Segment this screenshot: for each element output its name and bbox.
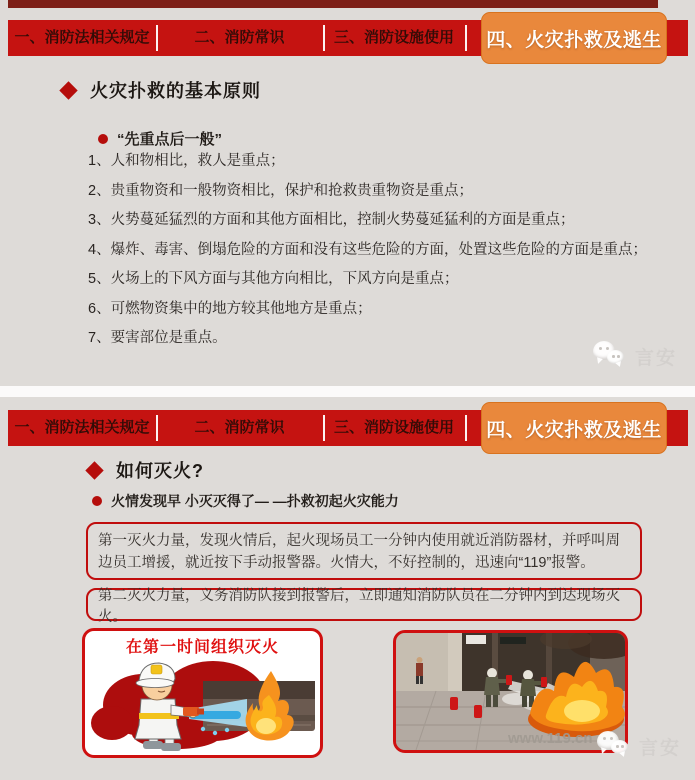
list-item: 6、可燃物资集中的地方较其他地方是重点； (88, 300, 372, 317)
list-item: 5、火场上的下风方面与其他方向相比，下风方向是重点； (88, 271, 459, 287)
tab-item-1[interactable]: 一、消防法相关规定 (14, 29, 150, 46)
section-title-row (88, 457, 204, 483)
tab-divider (465, 25, 467, 51)
diamond-bullet-icon (85, 461, 103, 479)
subtitle: 火情发现早 小灭灭得了— —扑救初起火灾能力 (111, 493, 399, 509)
principles-list (88, 147, 668, 354)
list-item: 1、人和物相比，救人是重点； (88, 153, 285, 169)
tab-item-4-active[interactable]: 四、火灾扑救及逃生 (481, 402, 667, 454)
subtitle-row (98, 128, 222, 149)
circle-bullet-icon (98, 134, 108, 144)
slide-2 (0, 397, 695, 780)
fire-drill-illustration (396, 633, 625, 750)
section-title: 火灾扑救的基本原则 (90, 81, 261, 101)
subtitle-row (92, 491, 399, 511)
circle-bullet-icon (92, 496, 102, 506)
photo-watermark: www.119.cn (508, 730, 593, 747)
wechat-icon (597, 731, 633, 761)
tab-divider (465, 415, 467, 441)
second-force-box: 第二灭火力量，义务消防队接到报警后，立即通知消防队员在二分钟内到达现场灭火。 (86, 588, 642, 621)
diamond-bullet-icon (59, 81, 77, 99)
wechat-watermark (597, 731, 681, 761)
section-title-row (62, 77, 261, 103)
fireman-illustration (85, 653, 320, 755)
list-item: 4、爆炸、毒害、倒塌危险的方面和没有这些危险的方面，处置这些危险的方面是重点； (88, 241, 648, 258)
watermark-text: 言安 (635, 347, 678, 369)
tab-item-4-active[interactable]: 四、火灾扑救及逃生 (481, 12, 667, 64)
cartoon-caption: 在第一时间组织灭火 (125, 639, 279, 656)
first-force-box: 第一灭火力量，发现火情后，起火现场员工一分钟内使用就近消防器材，并呼叫周边员工增援，就近按下手动报警器。火情大，不好控制的，迅速向“119”报警。 (86, 522, 642, 580)
wechat-watermark (593, 341, 677, 371)
watermark-text: 言安 (639, 737, 682, 759)
fireman-cartoon (82, 628, 323, 758)
wechat-icon (593, 341, 629, 371)
fire-drill-photo (393, 630, 628, 753)
list-item: 3、火势蔓延猛烈的方面和其他方面相比，控制火势蔓延猛利的方面是重点； (88, 212, 575, 228)
tab-item-1[interactable]: 一、消防法相关规定 (14, 419, 150, 436)
top-strip (8, 0, 658, 8)
section-title: 如何灭火? (116, 461, 204, 481)
list-item: 7、要害部位是重点。 (88, 330, 227, 346)
slide-1 (0, 0, 695, 386)
tab-item-2[interactable]: 二、消防常识 (194, 419, 285, 436)
subtitle: “先重点后一般” (117, 131, 223, 148)
tab-item-3[interactable]: 三、消防设施使用 (333, 29, 454, 46)
tab-item-2[interactable]: 二、消防常识 (194, 29, 285, 46)
tab-item-3[interactable]: 三、消防设施使用 (333, 419, 454, 436)
list-item: 2、贵重物资和一般物资相比，保护和抢救贵重物资是重点； (88, 182, 474, 199)
